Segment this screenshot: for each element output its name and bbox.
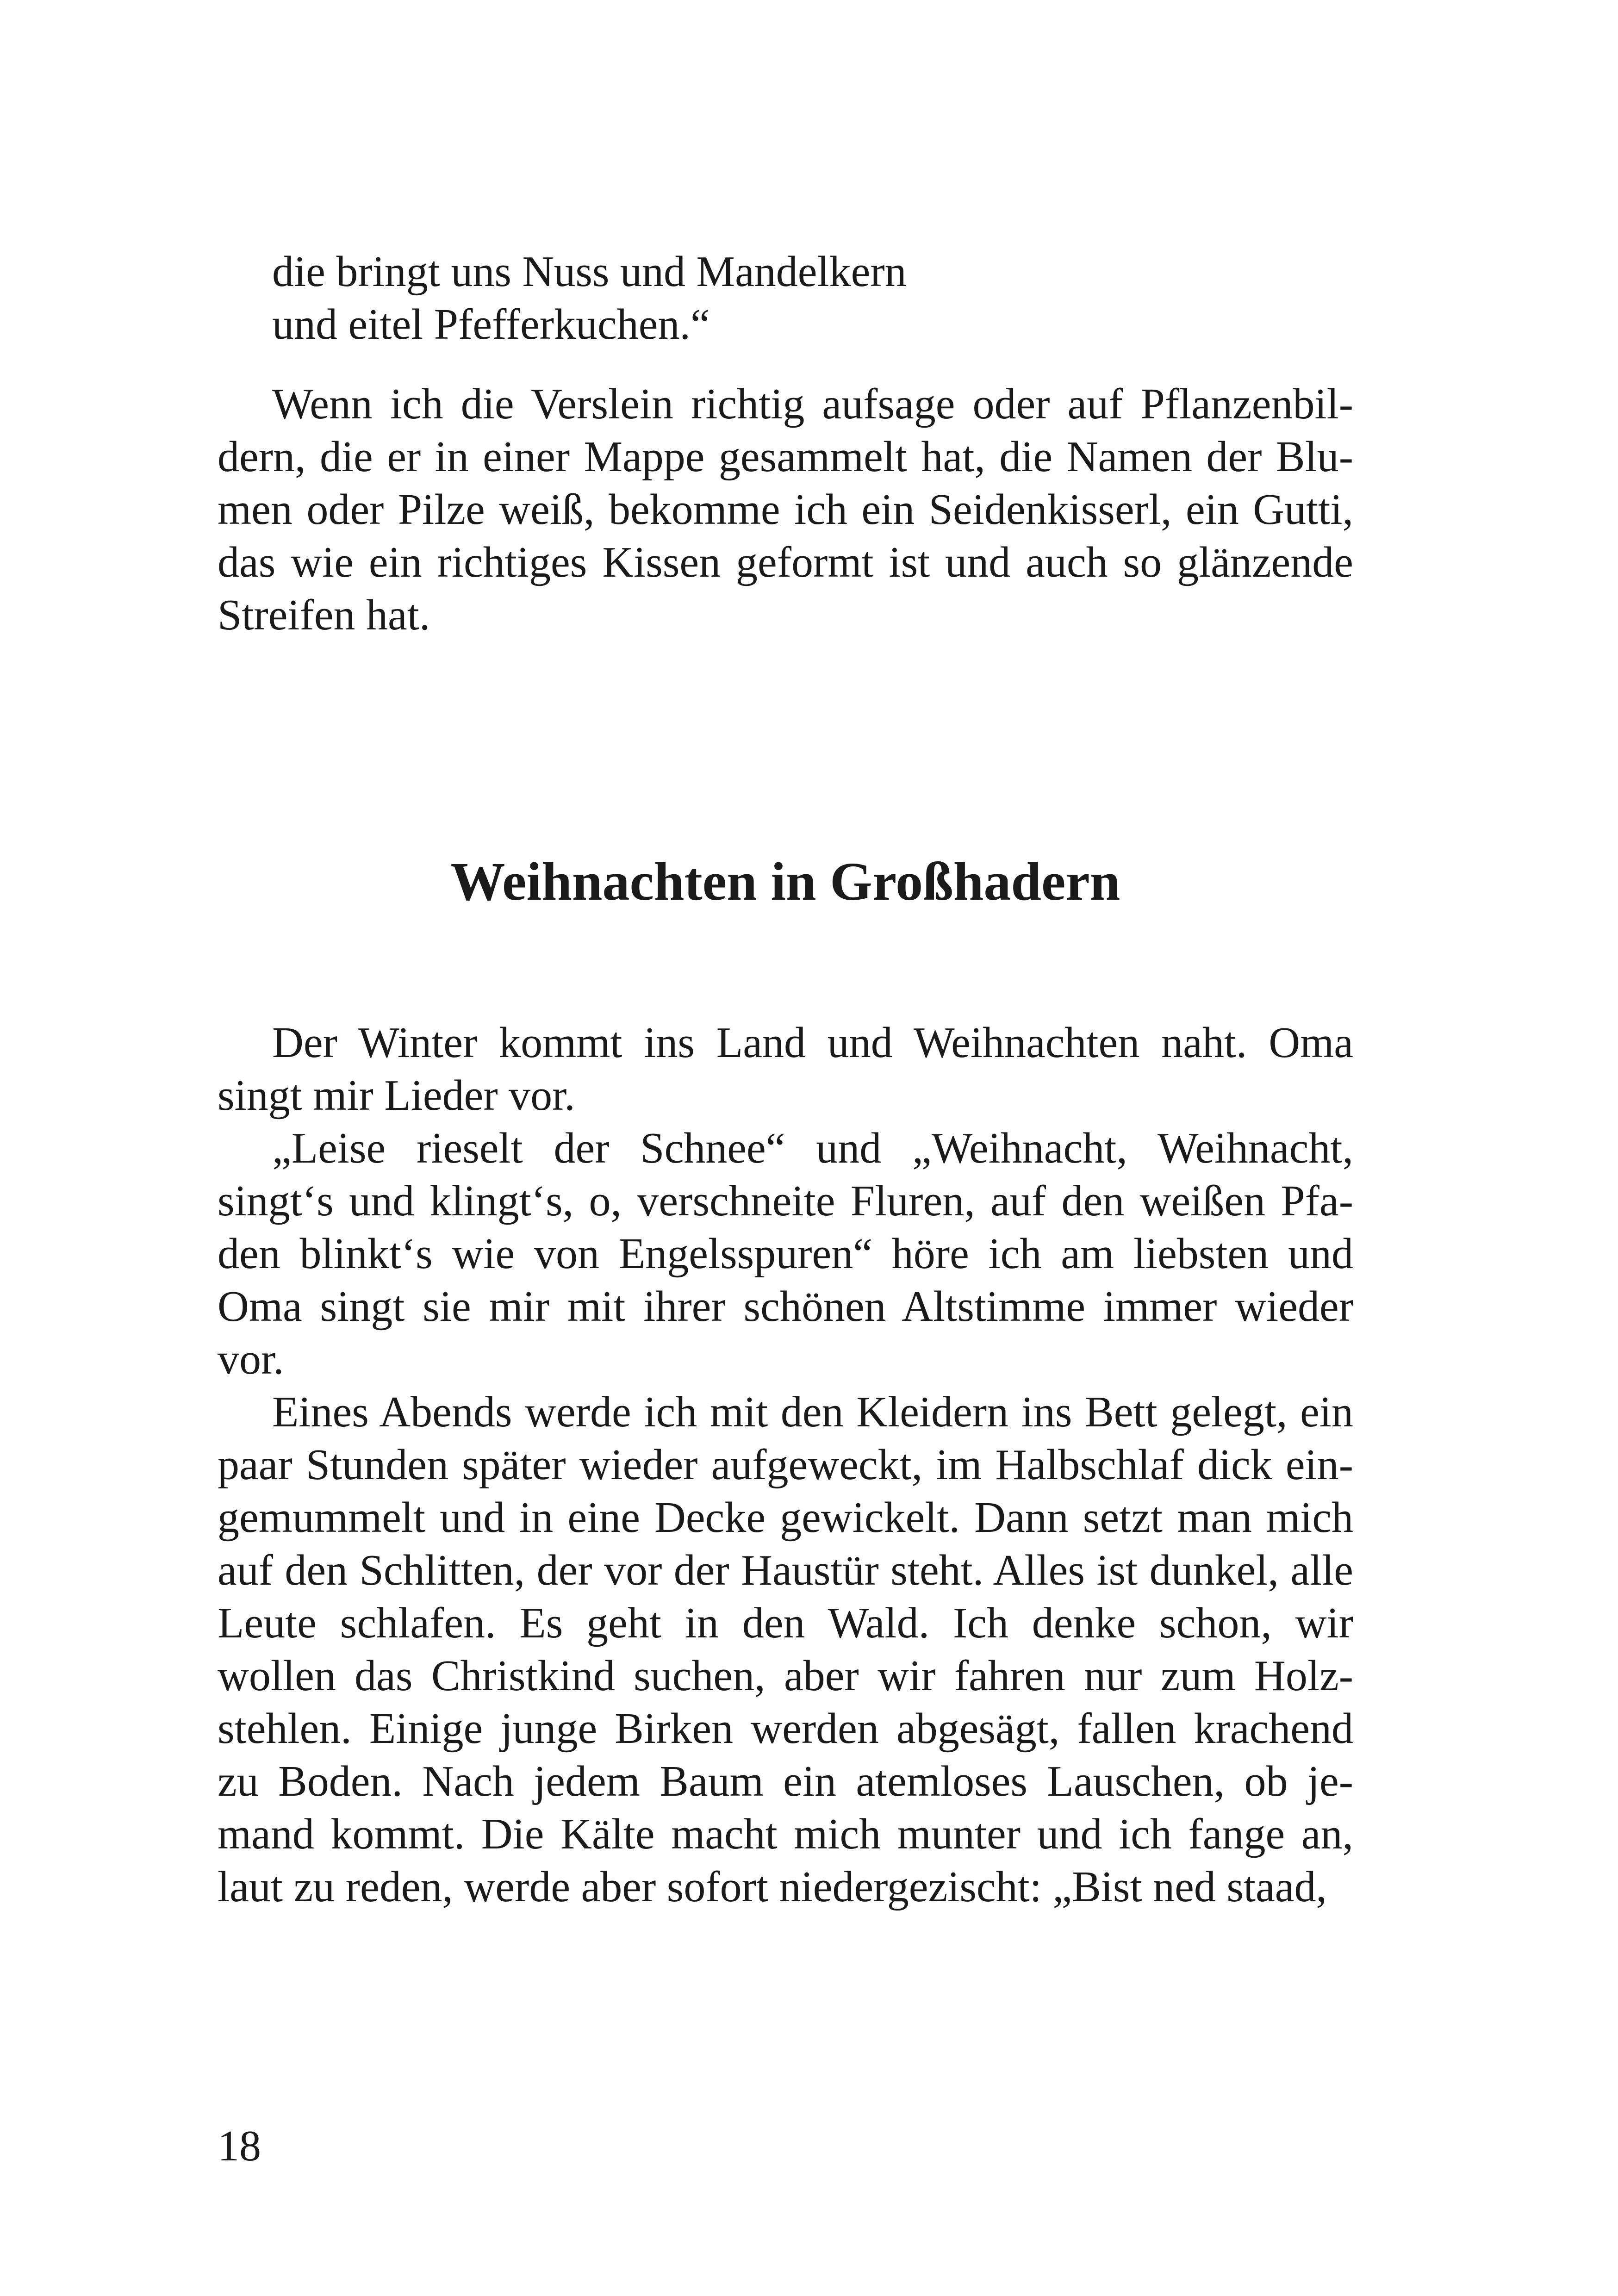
paragraph: Der Winter kommt ins Land und Weihnachten naht. Oma singt mir Lieder vor.: [218, 1019, 1353, 1120]
chapter-body: [218, 1016, 1353, 1913]
top-text-block: [218, 245, 1353, 641]
paragraph: Wenn ich die Verslein richtig aufsage oder auf Pflanzenbildern, die er in einer Mappe gesammelt hat, die Namen der Blumen oder Pilze weiß, bekomme ich ein Seidenkisserl, ein Gutti, das wie ein richtiges Kissen geformt ist und auch so glänzende Streifen hat.: [218, 380, 1353, 639]
chapter-title: Weihnachten in Großhadern: [450, 851, 1120, 912]
paragraph: Eines Abends werde ich mit den Kleidern ins Bett gelegt, ein paar Stunden später wieder aufgeweckt, im Halbschlaf dick eingemummelt und in eine Decke gewickelt. Dann setzt man mich auf den Schlitten, der vor der Haustür steht. Alles ist dunkel, alle Leute schlafen. Es geht in den Wald. Ich denke schon, wir wollen das Christkind suchen, aber wir fahren nur zum Holzstehlen. Einige junge Birken werden abgesägt, fallen krachend zu Boden. Nach jedem Baum ein atemloses Lauschen, ob jemand kommt. Die Kälte macht mich munter und ich fange an, laut zu reden, werde aber sofort niedergezischt: „Bist ned staad,: [218, 1388, 1353, 1911]
verse-line: die bringt uns Nuss und Mandelkern: [272, 248, 907, 296]
page-number: 18: [218, 2122, 261, 2170]
paragraph: „Leise rieselt der Schnee“ und „Weihnacht, Weihnacht, singt‘s und klingt‘s, o, verschneite Fluren, auf den weißen Pfaden blinkt‘s wie von Engelsspuren“ höre ich am liebsten und Oma singt sie mir mit ihrer schönen Altstimme immer wieder vor.: [218, 1124, 1353, 1383]
verse-line: und eitel Pfefferkuchen.“: [272, 300, 710, 348]
